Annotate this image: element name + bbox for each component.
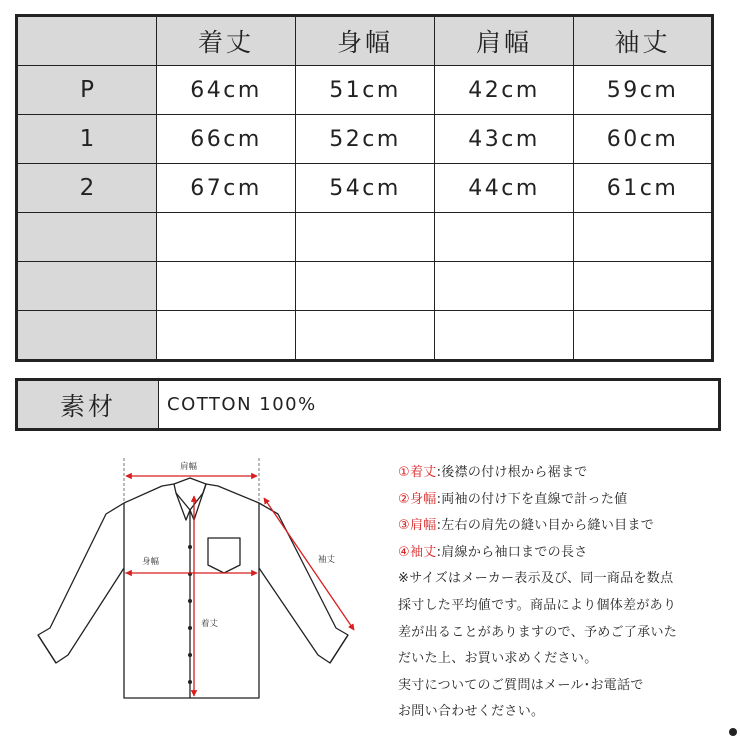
row-label — [17, 262, 157, 311]
table-cell — [435, 213, 574, 262]
definition-term: ①着丈 — [398, 465, 437, 480]
row-label: 2 — [17, 164, 157, 213]
shirt-measurement-diagram — [28, 448, 378, 733]
disclaimer-line: ※サイズはメーカー表示及び、同一商品を数点 — [398, 571, 674, 587]
table-row — [17, 115, 713, 164]
material-label: 素材 — [18, 381, 159, 428]
table-cell: 54cm — [296, 164, 435, 213]
definition-line — [398, 460, 728, 487]
definition-desc: :両袖の付け下を直線で計った値 — [436, 491, 628, 507]
header-corner-cell — [17, 16, 157, 66]
table-row — [17, 213, 713, 262]
table-cell: 60cm — [574, 115, 713, 164]
table-row — [17, 262, 713, 311]
table-cell: 66cm — [157, 115, 296, 164]
table-cell: 64cm — [157, 66, 296, 115]
table-cell — [574, 262, 713, 311]
disclaimer-line: 実寸についてのご質問はメール･お電話で — [398, 677, 644, 693]
definition-desc: :後襟の付け根から裾まで — [436, 465, 588, 480]
table-cell: 44cm — [435, 164, 574, 213]
table-cell: 59cm — [574, 66, 713, 115]
disclaimer-line: 採寸した平均値です。商品により個体差があり — [398, 597, 677, 613]
disclaimer-line: お問い合わせください。 — [398, 704, 545, 720]
definition-desc: :左右の肩先の縫い目から縫い目まで — [436, 518, 655, 534]
material-row — [15, 378, 721, 431]
table-cell: 51cm — [296, 66, 435, 115]
table-cell — [435, 311, 574, 361]
corner-dot — [729, 728, 737, 736]
table-cell — [574, 311, 713, 361]
table-cell — [574, 213, 713, 262]
table-cell: 52cm — [296, 115, 435, 164]
table-cell: 43cm — [435, 115, 574, 164]
row-label — [17, 213, 157, 262]
sleeve-label: 袖丈 — [318, 555, 336, 565]
notes — [398, 460, 728, 726]
table-cell — [157, 311, 296, 361]
table-row — [17, 66, 713, 115]
row-label: P — [17, 66, 157, 115]
table-cell — [435, 262, 574, 311]
definition-line — [398, 513, 728, 540]
row-label: 1 — [17, 115, 157, 164]
table-cell: 42cm — [435, 66, 574, 115]
material-value: COTTON 100% — [167, 394, 317, 415]
definition-desc: :肩線から袖口までの長さ — [436, 544, 588, 560]
header-length: 着丈 — [157, 16, 296, 66]
definition-line — [398, 487, 728, 514]
table-cell — [296, 213, 435, 262]
header-body-width: 身幅 — [296, 16, 435, 66]
shirt-outline — [38, 478, 348, 698]
body-width-label: 身幅 — [142, 557, 160, 567]
measurement-arrows — [126, 476, 354, 696]
table-row — [17, 311, 713, 361]
sleeve-arrow — [264, 498, 354, 630]
diagram-labels — [142, 461, 336, 629]
length-label: 着丈 — [201, 619, 219, 629]
table-cell — [296, 311, 435, 361]
table-cell: 67cm — [157, 164, 296, 213]
table-cell — [296, 262, 435, 311]
table-cell — [157, 262, 296, 311]
header-shoulder-width: 肩幅 — [435, 16, 574, 66]
definition-term: ②身幅 — [398, 491, 437, 507]
table-cell — [157, 213, 296, 262]
disclaimer-line: 差が出ることがありますので、予めご了承いた — [398, 624, 678, 640]
disclaimer-line: だいた上、お買い求めください。 — [398, 651, 598, 667]
row-label — [17, 311, 157, 361]
header-sleeve-length: 袖丈 — [574, 16, 713, 66]
table-cell: 61cm — [574, 164, 713, 213]
size-table-header-row — [17, 16, 713, 66]
definition-term: ④袖丈 — [398, 544, 437, 560]
shoulder-label: 肩幅 — [180, 462, 198, 472]
size-table — [15, 14, 714, 362]
definition-line — [398, 540, 728, 567]
table-row — [17, 164, 713, 213]
definition-term: ③肩幅 — [398, 518, 437, 534]
